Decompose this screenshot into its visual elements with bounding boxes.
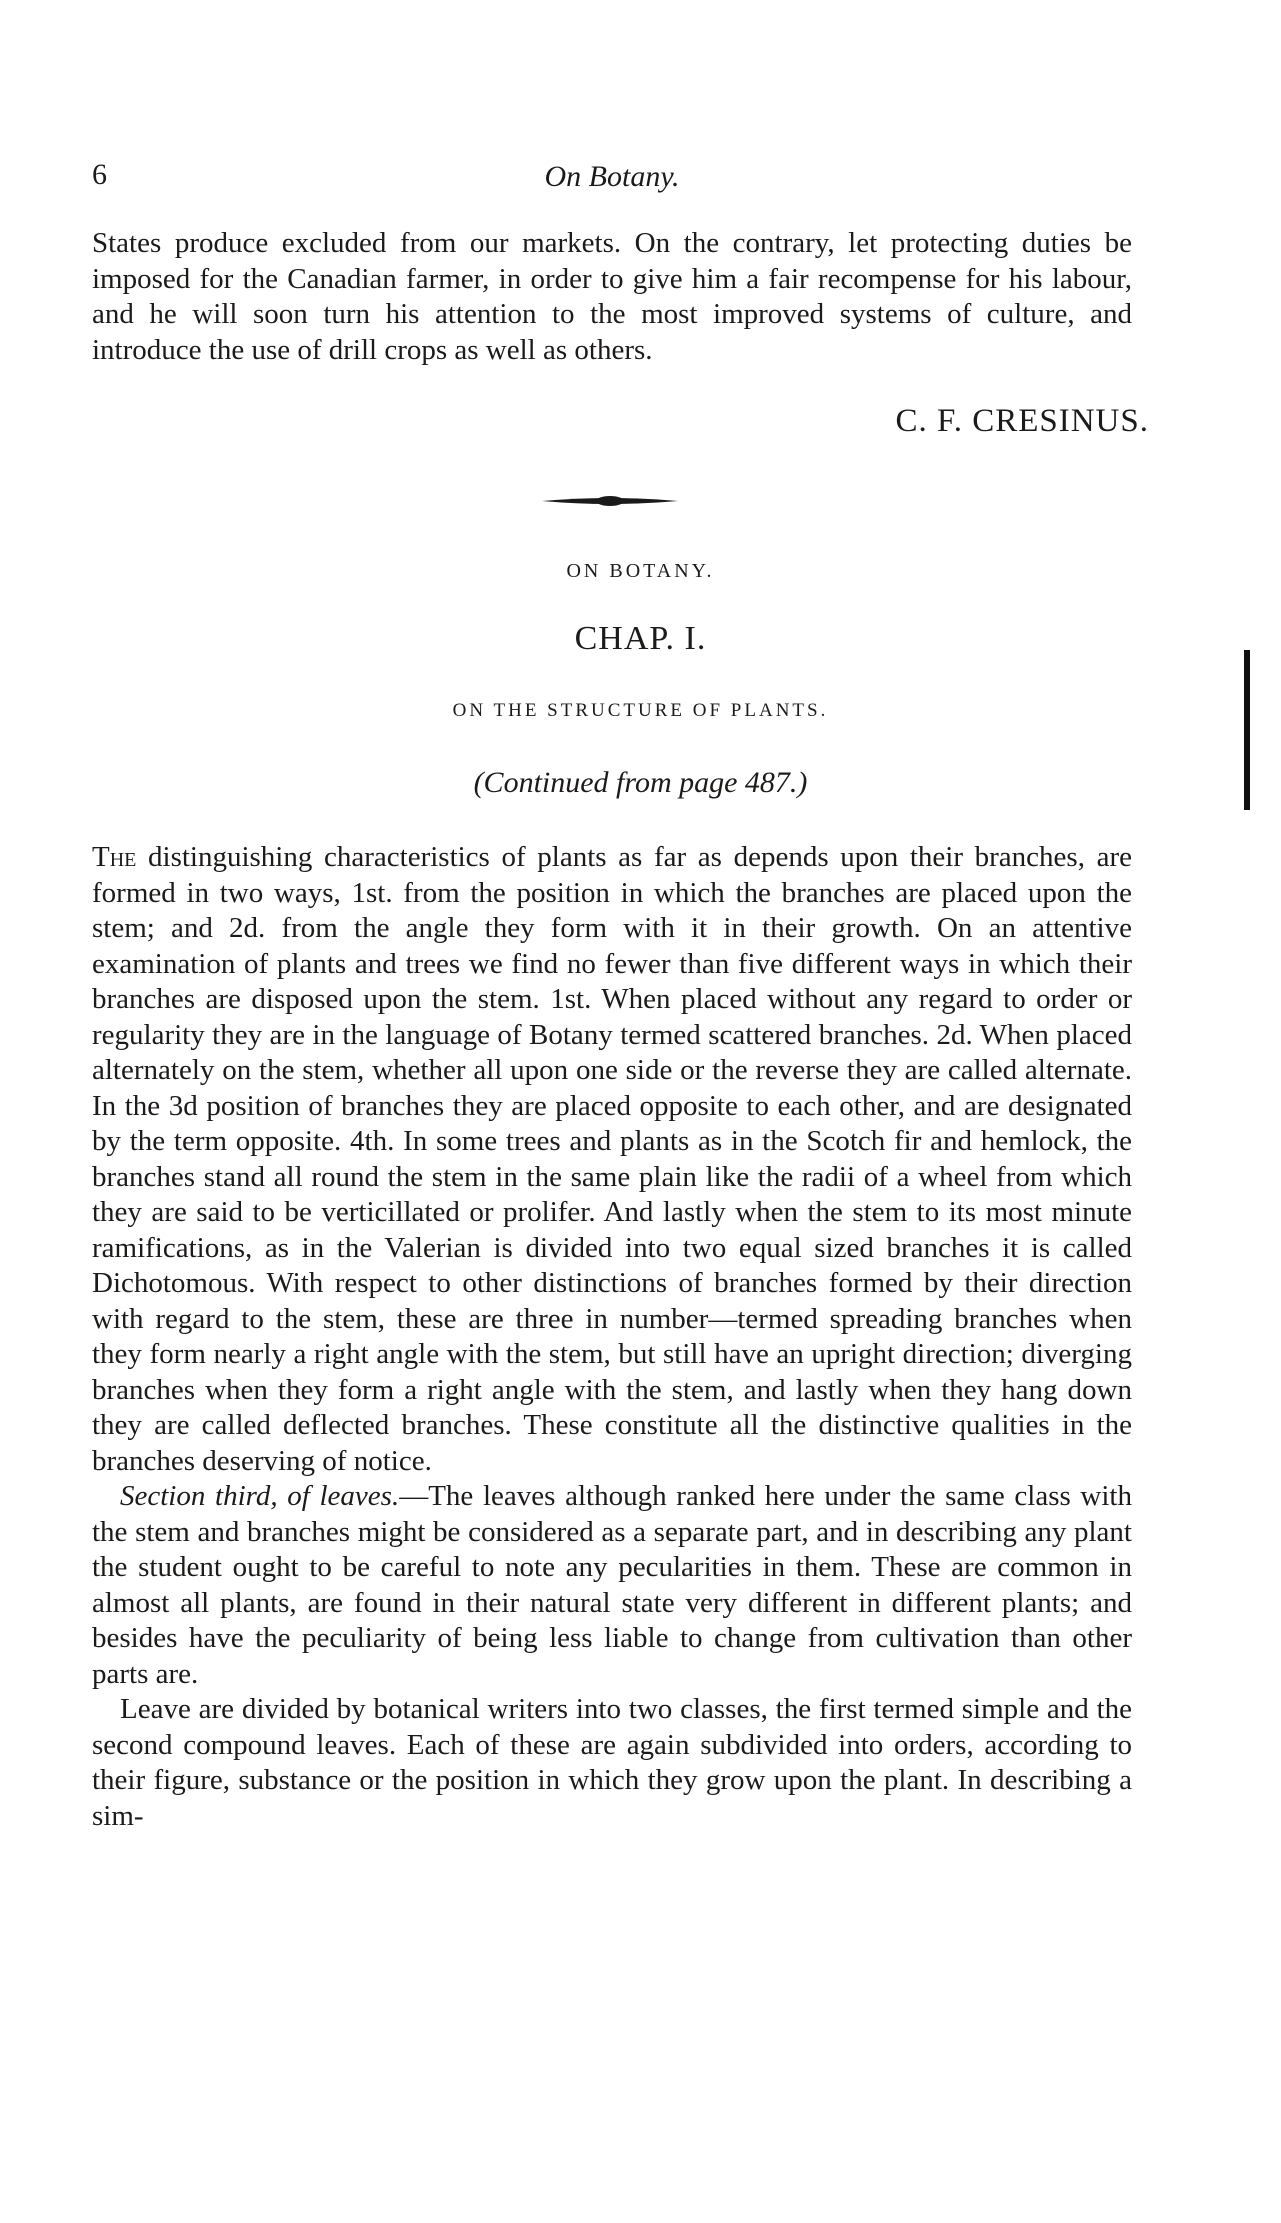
body-paragraph-branches (92, 840, 1132, 1479)
paragraph-text: distinguishing characteristics of plants as far as depends upon their branches, are formed in two ways, 1st. from the position in which the branches are placed upon the stem; and 2d. from the angle they form with it in their growth. On an attentive examination of plants and trees we find no fewer than five different ways in which their branches are disposed upon the stem. 1st. When placed without any regard to order or regularity they are in the language of Botany termed scattered branches. 2d. When placed alternately on the stem, whether all upon one side or the reverse they are called alternate. In the 3d position of branches they are placed opposite to each other, and are designated by the term opposite. 4th. In some trees and plants as in the Scotch fir and hemlock, the branches stand all round the stem in the same plain like the radii of a wheel from which they are said to be verticillated or prolifer. And lastly when the stem to its most minute ramifications, as in the Valerian is divided into two equal sized branches it is called Dichotomous. With respect to other distinctions of branches formed by their direction with regard to the stem, these are three in number—termed spreading branches when they form nearly a right angle with the stem, but still have an upright direction; diverging branches when they form a right angle with the stem, and lastly when they hang down they are called deflected branches. These constitute all the distinctive qualities in the branches deserving of notice. (92, 841, 1132, 1477)
chapter-title: CHAP. I. (574, 620, 707, 657)
body-paragraph-leaf-classes: Leave are divided by botanical writers into two classes, the first termed simple and the second compound leaves. Each of these are again subdivided into orders, according to their figure, substance or the position in which they grow upon the plant. In describing a sim- (92, 1693, 1132, 1832)
margin-mark (1244, 650, 1250, 810)
section-divider-ornament (540, 494, 680, 508)
body-paragraph-leaves (92, 1479, 1132, 1692)
letter-closing-paragraph: States produce excluded from our markets. On the contrary, let protecting duties be imposed for the Canadian farmer, in order to give him a fair recompense for his labour, and he will soon turn his attention to the most improved systems of culture, and introduce the use of drill crops as well as others. (92, 227, 1132, 366)
drop-word: The (92, 841, 137, 873)
paragraph-text: —The leaves although ranked here under the same class with the stem and branches might be considered as a separate part, and in describing any plant the student ought to be careful to note any pecularities in them. These are common in almost all plants, are found in their natural state very different in different plants; and besides have the peculiarity of being less liable to change from cultivation than other parts are. (92, 1480, 1132, 1690)
article-body (92, 840, 1132, 1834)
running-head: On Botany. (544, 160, 680, 193)
page-number: 6 (92, 158, 107, 191)
section-lead: Section third, of leaves. (120, 1480, 400, 1512)
section-title: ON BOTANY. (566, 560, 715, 582)
continued-note: (Continued from page 487.) (473, 766, 808, 799)
previous-article-ending (92, 226, 1132, 368)
author-signature: C. F. CRESINUS. (895, 403, 1149, 439)
chapter-subtitle: ON THE STRUCTURE OF PLANTS. (452, 700, 829, 721)
page-header (92, 158, 1132, 198)
